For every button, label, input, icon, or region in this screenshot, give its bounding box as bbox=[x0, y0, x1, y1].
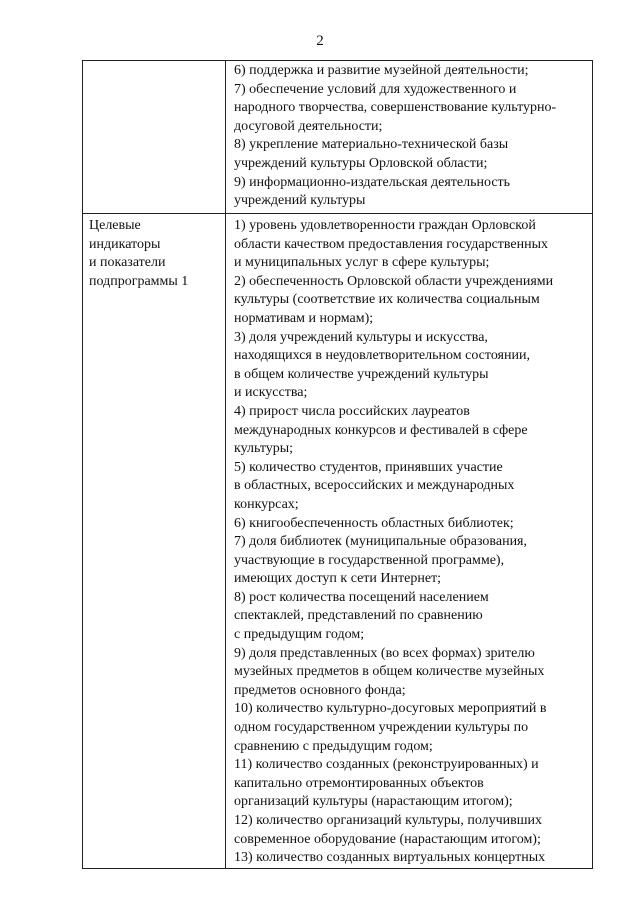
text-line: находящихся в неудовлетворительном состоянии, bbox=[234, 348, 530, 364]
row-content-cell bbox=[226, 214, 593, 869]
text-line: конкурсах; bbox=[234, 496, 299, 512]
text-line: учреждений культуры Орловской области; bbox=[234, 155, 488, 171]
text-line: 8) рост количества посещений населением bbox=[234, 589, 489, 605]
text-line: организаций культуры (нарастающим итогом); bbox=[234, 794, 513, 810]
text-line: в общем количестве учреждений культуры bbox=[234, 366, 489, 382]
text-line: 11) количество созданных (реконструированных) и bbox=[234, 757, 539, 773]
text-line: капитально отремонтированных объектов bbox=[234, 775, 484, 791]
text-line: и муниципальных услуг в сфере культуры; bbox=[234, 255, 490, 271]
text-line: досуговой деятельности; bbox=[234, 118, 383, 134]
row-content-cell bbox=[226, 61, 593, 214]
text-line: 2) обеспеченность Орловской области учреждениями bbox=[234, 273, 554, 289]
text-line: 4) прирост числа российских лауреатов bbox=[234, 403, 470, 419]
text-line: 5) количество студентов, принявших участие bbox=[234, 459, 503, 475]
text-line: 13) количество созданных виртуальных концертных bbox=[234, 850, 546, 866]
text-line: сравнению с предыдущим годом; bbox=[234, 738, 433, 754]
text-line: народного творчества, совершенствование культурно- bbox=[234, 100, 557, 116]
label-line: и показатели bbox=[89, 255, 166, 271]
table-row-indicators bbox=[83, 214, 593, 869]
passport-table bbox=[82, 60, 593, 869]
text-line: 10) количество культурно-досуговых мероприятий в bbox=[234, 701, 547, 717]
text-line: музейных предметов в общем количестве музейных bbox=[234, 664, 545, 680]
text-line: спектаклей, представлений по сравнению bbox=[234, 608, 483, 624]
text-line: 6) книгообеспеченность областных библиотек; bbox=[234, 515, 514, 531]
row-label-cell bbox=[83, 61, 226, 214]
text-line: с предыдущим годом; bbox=[234, 627, 365, 643]
page-number: 2 bbox=[316, 33, 324, 49]
text-line: культуры; bbox=[234, 441, 294, 457]
text-line: нормативам и нормам); bbox=[234, 310, 374, 326]
text-line: 8) укрепление материально-технической базы bbox=[234, 137, 509, 153]
text-line: 12) количество организаций культуры, получивших bbox=[234, 813, 543, 828]
text-line: международных конкурсов и фестивалей в сфере bbox=[234, 422, 528, 438]
text-line: участвующие в государственной программе), bbox=[234, 552, 505, 568]
row-content-list bbox=[226, 61, 592, 211]
row-label-cell bbox=[83, 214, 226, 869]
label-line: подпрограммы 1 bbox=[89, 273, 189, 289]
text-line: 7) доля библиотек (муниципальные образования, bbox=[234, 534, 527, 550]
text-line: современное оборудование (нарастающим итогом); bbox=[234, 831, 541, 847]
text-line: 9) доля представленных (во всех формах) зрителю bbox=[234, 645, 535, 661]
text-line: 7) обеспечение условий для художественного и bbox=[234, 81, 517, 97]
text-line: 9) информационно-издательская деятельность bbox=[234, 174, 511, 190]
row-label-text bbox=[83, 214, 225, 291]
text-line: 1) уровень удовлетворенности граждан Орловской bbox=[234, 218, 536, 233]
text-line: одном государственном учреждении культуры по bbox=[234, 720, 529, 736]
table-row-tasks bbox=[83, 61, 593, 214]
text-line: имеющих доступ к сети Интернет; bbox=[234, 571, 442, 587]
text-line: в областных, всероссийских и международных bbox=[234, 478, 515, 494]
text-line: и искусства; bbox=[234, 385, 308, 401]
label-line: Целевые bbox=[89, 218, 141, 233]
text-line: культуры (соответствие их количества социальным bbox=[234, 292, 540, 308]
row-content-list bbox=[226, 214, 592, 868]
text-line: предметов основного фонда; bbox=[234, 682, 406, 698]
row-label-text bbox=[83, 61, 225, 65]
text-line: учреждений культуры bbox=[234, 193, 366, 209]
text-line: области качеством предоставления государственных bbox=[234, 236, 549, 252]
text-line: 3) доля учреждений культуры и искусства, bbox=[234, 329, 488, 345]
text-line: 6) поддержка и развитие музейной деятельности; bbox=[234, 63, 529, 78]
label-line: индикаторы bbox=[89, 236, 161, 252]
